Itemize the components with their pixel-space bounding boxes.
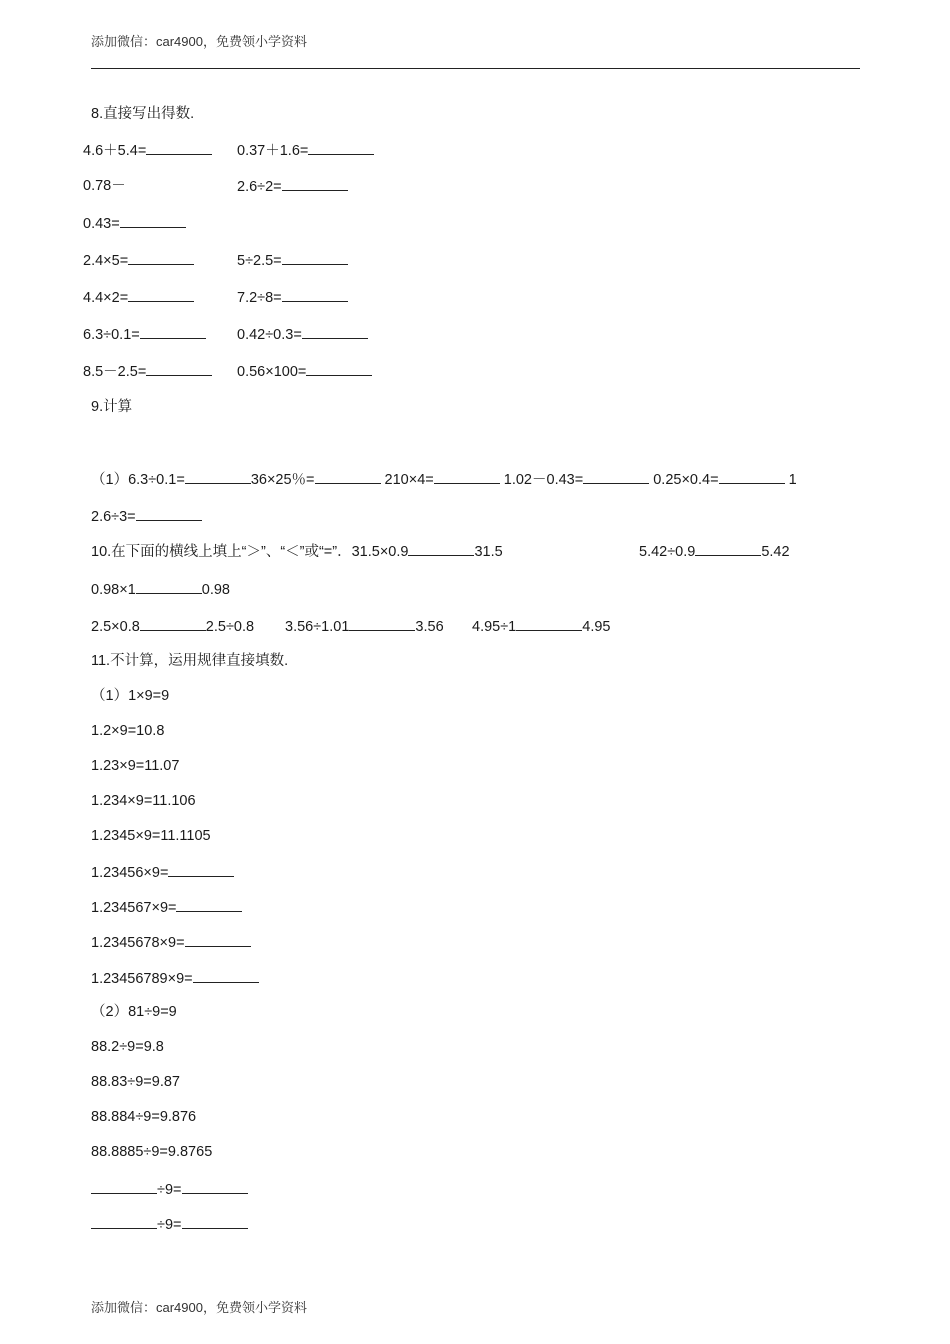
q8-item: 0.42÷0.3= [237, 325, 368, 344]
answer-blank[interactable] [91, 1215, 157, 1229]
answer-blank[interactable] [146, 141, 212, 155]
answer-blank[interactable] [120, 214, 186, 228]
answer-blank[interactable] [193, 969, 259, 983]
q8-item: 4.4×2= [83, 288, 194, 307]
q11-blank-line: 1.23456×9= [91, 863, 234, 882]
q11-part1-heading: （1）1×9=9 [91, 688, 170, 704]
q9-row: （1）6.3÷0.1= 36×25％= 210×4= 1.02－0.43= 0.25×0.4= 1 [91, 472, 797, 488]
answer-blank[interactable] [168, 863, 234, 877]
answer-blank[interactable] [140, 617, 206, 631]
header-divider [91, 68, 860, 69]
q11-pattern-line: 1.23×9=11.07 [91, 758, 180, 774]
footer-text: 添加微信：car4900，免费领小学资料 [91, 1300, 307, 1315]
q11-pattern-line: 88.2÷9=9.8 [91, 1039, 164, 1055]
answer-blank[interactable] [308, 141, 374, 155]
q11-blank-line: 1.2345678×9= [91, 933, 251, 952]
answer-blank[interactable] [185, 933, 251, 947]
answer-blank[interactable] [583, 470, 649, 484]
q10-title-row: 10.在下面的横线上填上“＞”、“＜”或“=”．31.5×0.9 31.5 [91, 544, 503, 560]
q8-item: 0.56×100= [237, 362, 372, 381]
q11-blank-line: ÷9= [91, 1180, 248, 1199]
q11-blank-line: 1.23456789×9= [91, 969, 259, 988]
q10-item: 4.95÷1 4.95 [472, 619, 611, 635]
q11-pattern-line: 1.2345×9=11.1105 [91, 828, 211, 844]
answer-blank[interactable] [128, 288, 194, 302]
answer-blank[interactable] [146, 362, 212, 376]
q11-blank-line: ÷9= [91, 1215, 248, 1234]
q10-item: 0.98×1 0.98 [91, 582, 230, 598]
answer-blank[interactable] [302, 325, 368, 339]
q8-item: 8.5－2.5= [83, 362, 212, 381]
answer-blank[interactable] [282, 251, 348, 265]
answer-blank[interactable] [136, 580, 202, 594]
answer-blank[interactable] [282, 177, 348, 191]
q9-title: 9.计算 [91, 399, 133, 415]
q8-item: 5÷2.5= [237, 251, 348, 270]
answer-blank[interactable] [185, 470, 251, 484]
answer-blank[interactable] [136, 507, 202, 521]
q8-title: 8.直接写出得数. [91, 106, 195, 122]
answer-blank[interactable] [176, 898, 242, 912]
q11-pattern-line: 1.2×9=10.8 [91, 723, 165, 739]
answer-blank[interactable] [408, 542, 474, 556]
answer-blank[interactable] [434, 470, 500, 484]
q9-row: 2.6÷3= [91, 507, 202, 526]
q10-item: 5.42÷0.9 5.42 [639, 544, 790, 560]
answer-blank[interactable] [719, 470, 785, 484]
q8-item: 6.3÷0.1= [83, 325, 206, 344]
q11-pattern-line: 88.8885÷9=9.8765 [91, 1144, 213, 1160]
header-text: 添加微信：car4900，免费领小学资料 [91, 34, 307, 49]
q8-item: 0.37＋1.6= [237, 141, 374, 160]
q11-part2-heading: （2）81÷9=9 [91, 1004, 177, 1020]
answer-blank[interactable] [128, 251, 194, 265]
answer-blank[interactable] [282, 288, 348, 302]
answer-blank[interactable] [315, 470, 381, 484]
q10-item: 2.5×0.8 2.5÷0.8 [91, 619, 255, 635]
answer-blank[interactable] [306, 362, 372, 376]
q8-item: 0.43= [83, 214, 186, 233]
answer-blank[interactable] [695, 542, 761, 556]
q11-pattern-line: 88.884÷9=9.876 [91, 1109, 197, 1125]
q8-item: 2.6÷2= [237, 177, 348, 196]
answer-blank[interactable] [182, 1215, 248, 1229]
answer-blank[interactable] [91, 1180, 157, 1194]
q11-pattern-line: 1.234×9=11.106 [91, 793, 196, 809]
q11-pattern-line: 88.83÷9=9.87 [91, 1074, 180, 1090]
answer-blank[interactable] [516, 617, 582, 631]
answer-blank[interactable] [140, 325, 206, 339]
q8-item: 0.78－ [83, 178, 126, 194]
q11-blank-line: 1.234567×9= [91, 898, 242, 917]
q8-item: 7.2÷8= [237, 288, 348, 307]
q10-item: 3.56÷1.01 3.56 [285, 619, 444, 635]
q8-item: 4.6＋5.4= [83, 141, 212, 160]
q11-title: 11.不计算，运用规律直接填数. [91, 653, 289, 669]
answer-blank[interactable] [349, 617, 415, 631]
answer-blank[interactable] [182, 1180, 248, 1194]
q8-item: 2.4×5= [83, 251, 194, 270]
